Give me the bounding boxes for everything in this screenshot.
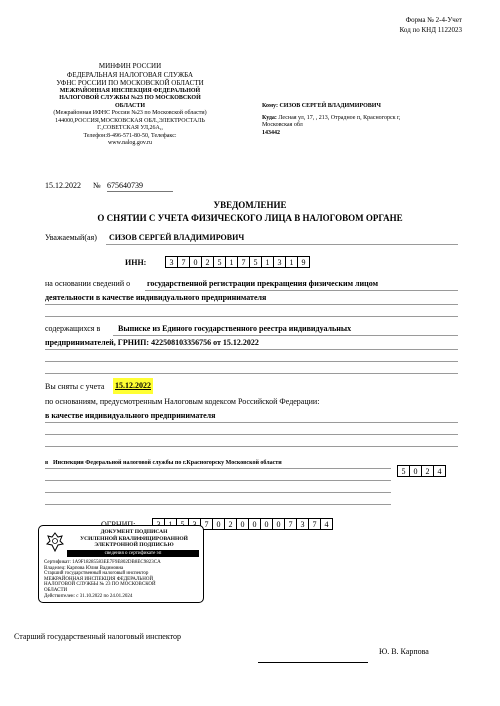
valid-label: Действителен: [44,593,75,599]
contained-underline-2 [45,349,458,350]
inn-digit: 3 [273,256,286,268]
inspection-code-digit: 2 [421,465,434,477]
inn-digit: 5 [249,256,262,268]
owner-label: Владелец: [44,565,66,571]
zip-code: 143442 [262,129,280,136]
authority-line: 144000,РОССИЯ,МОСКОВСКАЯ ОБЛ.,ЭЛЕКТРОСТАЛЬ [55,117,205,124]
stamp-heading: ДОКУМЕНТ ПОДПИСАН [100,529,168,535]
inspection-value: Инспекции Федеральной налоговой службы по г.Красногорску Московской области [53,460,282,466]
inn-cells [166,256,310,268]
inn-digit: 7 [237,256,250,268]
where-label: Куда: [262,114,277,121]
inn-digit: 7 [177,256,190,268]
contained-line-1: Выписке из Единого государственного реестра индивидуальных [118,324,352,333]
contained-underline-4 [45,373,458,374]
signature-line [258,662,368,663]
authority-line: НАЛОГОВОЙ СЛУЖБЫ №23 ПО МОСКОВСКОЙ [59,95,201,101]
stamp-position: ОБЛАСТИ [44,587,68,593]
ogrn-digit: 0 [212,518,225,530]
stamp-position: НАЛОГОВОЙ СЛУЖБЫ № 23 ПО МОСКОВСКОЙ [44,582,156,588]
contained-underline-3 [45,361,458,362]
authority-line: Г.,СОВЕТСКАЯ УЛ,26А,, [97,125,163,131]
inspection-code-digit: 0 [409,465,422,477]
basis-line-2: деятельности в качестве индивидуального предпринимателя [45,293,267,302]
recipient-block [262,103,452,137]
cert-value: 1A9F18285583EE7F9E802DB8EC9823CA [72,560,161,565]
stamp-position: Старший государственный налоговый инспектор [44,571,149,577]
e-signature-stamp [38,525,204,603]
basis-prefix: на основании сведений о [45,279,131,288]
ogrn-digit: 7 [308,518,321,530]
inspection-underline-4 [45,504,391,505]
inn-digit: 2 [201,256,214,268]
authority-line: УФНС РОССИИ ПО МОСКОВСКОЙ ОБЛАСТИ [56,79,204,87]
inn-digit: 5 [213,256,226,268]
ogrn-digit: 0 [260,518,273,530]
contained-underline-1 [113,335,458,336]
inspection-underline-3 [45,492,391,493]
inn-digit: 1 [261,256,274,268]
stamp-cert-bar: сведения о сертификате эп [67,550,199,557]
inn-digit: 9 [297,256,310,268]
inspection-underline-1 [45,468,391,469]
contained-prefix: содержащихся в [45,324,101,333]
doc-number-label: № [93,181,101,190]
to-value: СИЗОВ СЕРГЕЙ ВЛАДИМИРОВИЧ [279,103,381,109]
inspection-code-cells [398,465,446,477]
basis-underline-1 [145,290,458,291]
ogrn-digit: 0 [236,518,249,530]
ogrn-digit: 3 [296,518,309,530]
greeting-underline [106,244,458,245]
inspection-underline-2 [45,480,391,481]
grounds-value: в качестве индивидуального предпринимателя [45,411,216,420]
signer-position: Старший государственный налоговый инспектор [14,632,182,641]
inn-digit: 0 [189,256,202,268]
stamp-heading: ЭЛЕКТРОННОЙ ПОДПИСЬЮ [94,542,174,548]
authority-block [30,62,230,148]
ogrn-digit: 7 [200,518,213,530]
authority-line: МИНФИН РОССИИ [98,62,162,70]
inspection-prefix: в [45,460,49,466]
basis-line-1: государственной регистрации прекращения физическим лицом [147,279,379,288]
authority-line: ОБЛАСТИ [115,102,145,109]
stamp-position: МЕЖРАЙОННАЯ ИНСПЕКЦИЯ ФЕДЕРАЛЬНОЙ [44,576,154,582]
ogrn-digit: 0 [272,518,285,530]
inspection-code-digit: 4 [433,465,446,477]
greeting-name: СИЗОВ СЕРГЕЙ ВЛАДИМИРОВИЧ [109,233,245,242]
grounds-label: по основаниям, предусмотренным Налоговым кодексом Российской Федерации: [45,397,320,406]
stamp-heading: УСИЛЕННОЙ КВАЛИФИЦИРОВАННОЙ [80,535,188,542]
inspection-code-digit: 5 [397,465,410,477]
basis-underline-3 [45,316,458,317]
doc-date: 15.12.2022 [45,181,81,190]
authority-line: ФЕДЕРАЛЬНАЯ НАЛОГОВАЯ СЛУЖБА [66,70,194,79]
where-value: Лесная ул, 17, , 213, Отрадное п, Красногорск г, [278,114,401,121]
form-number: Форма № 2-4-Учет [405,16,462,24]
authority-line: МЕЖРАЙОННАЯ ИНСПЕКЦИЯ ФЕДЕРАЛЬНОЙ [59,87,201,94]
doc-number: 675640739 [107,181,173,192]
doc-title: УВЕДОМЛЕНИЕ [213,200,287,210]
inn-digit: 1 [225,256,238,268]
cert-label: Сертификат: [44,560,71,565]
removed-date: 15.12.2022 [113,378,153,394]
owner-value: Карпова Юлия Вадимовна [66,565,124,571]
emblem-icon [45,531,65,553]
ogrn-digit: 0 [248,518,261,530]
basis-underline-2 [45,304,458,305]
signer-name: Ю. В. Карпова [379,647,429,656]
authority-line: (Межрайонная ИФНС России №23 по Московской области) [53,110,207,116]
ogrn-digit: 7 [284,518,297,530]
inn-digit: 1 [285,256,298,268]
doc-subtitle: О СНЯТИИ С УЧЕТА ФИЗИЧЕСКОГО ЛИЦА В НАЛОГОВОМ ОРГАНЕ [97,213,403,223]
form-knd-code: Код по КНД 1122023 [399,26,462,34]
greeting-label: Уважаемый(ая) [45,233,97,242]
authority-line: Телефон:8-496-571-80-50, Телефакс: [83,132,177,139]
inn-digit: 3 [165,256,178,268]
grounds-underline-1 [45,422,458,423]
removed-prefix: Вы сняты с учета [45,382,105,391]
grounds-underline-2 [45,434,458,435]
ogrn-digit: 4 [320,518,333,530]
inn-label: ИНН: [125,258,147,267]
authority-line: www.nalog.gov.ru [107,140,153,146]
ogrn-digit: 2 [224,518,237,530]
where-value-2: Московская обл [262,122,303,128]
contained-line-2: предпринимателей, ГРНИП: 422508103356756 от 15.12.2022 [45,338,259,347]
grounds-underline-3 [45,446,458,447]
to-label: Кому: [262,103,278,109]
valid-value: с 31.10.2022 по 24.01.2024 [76,593,133,599]
